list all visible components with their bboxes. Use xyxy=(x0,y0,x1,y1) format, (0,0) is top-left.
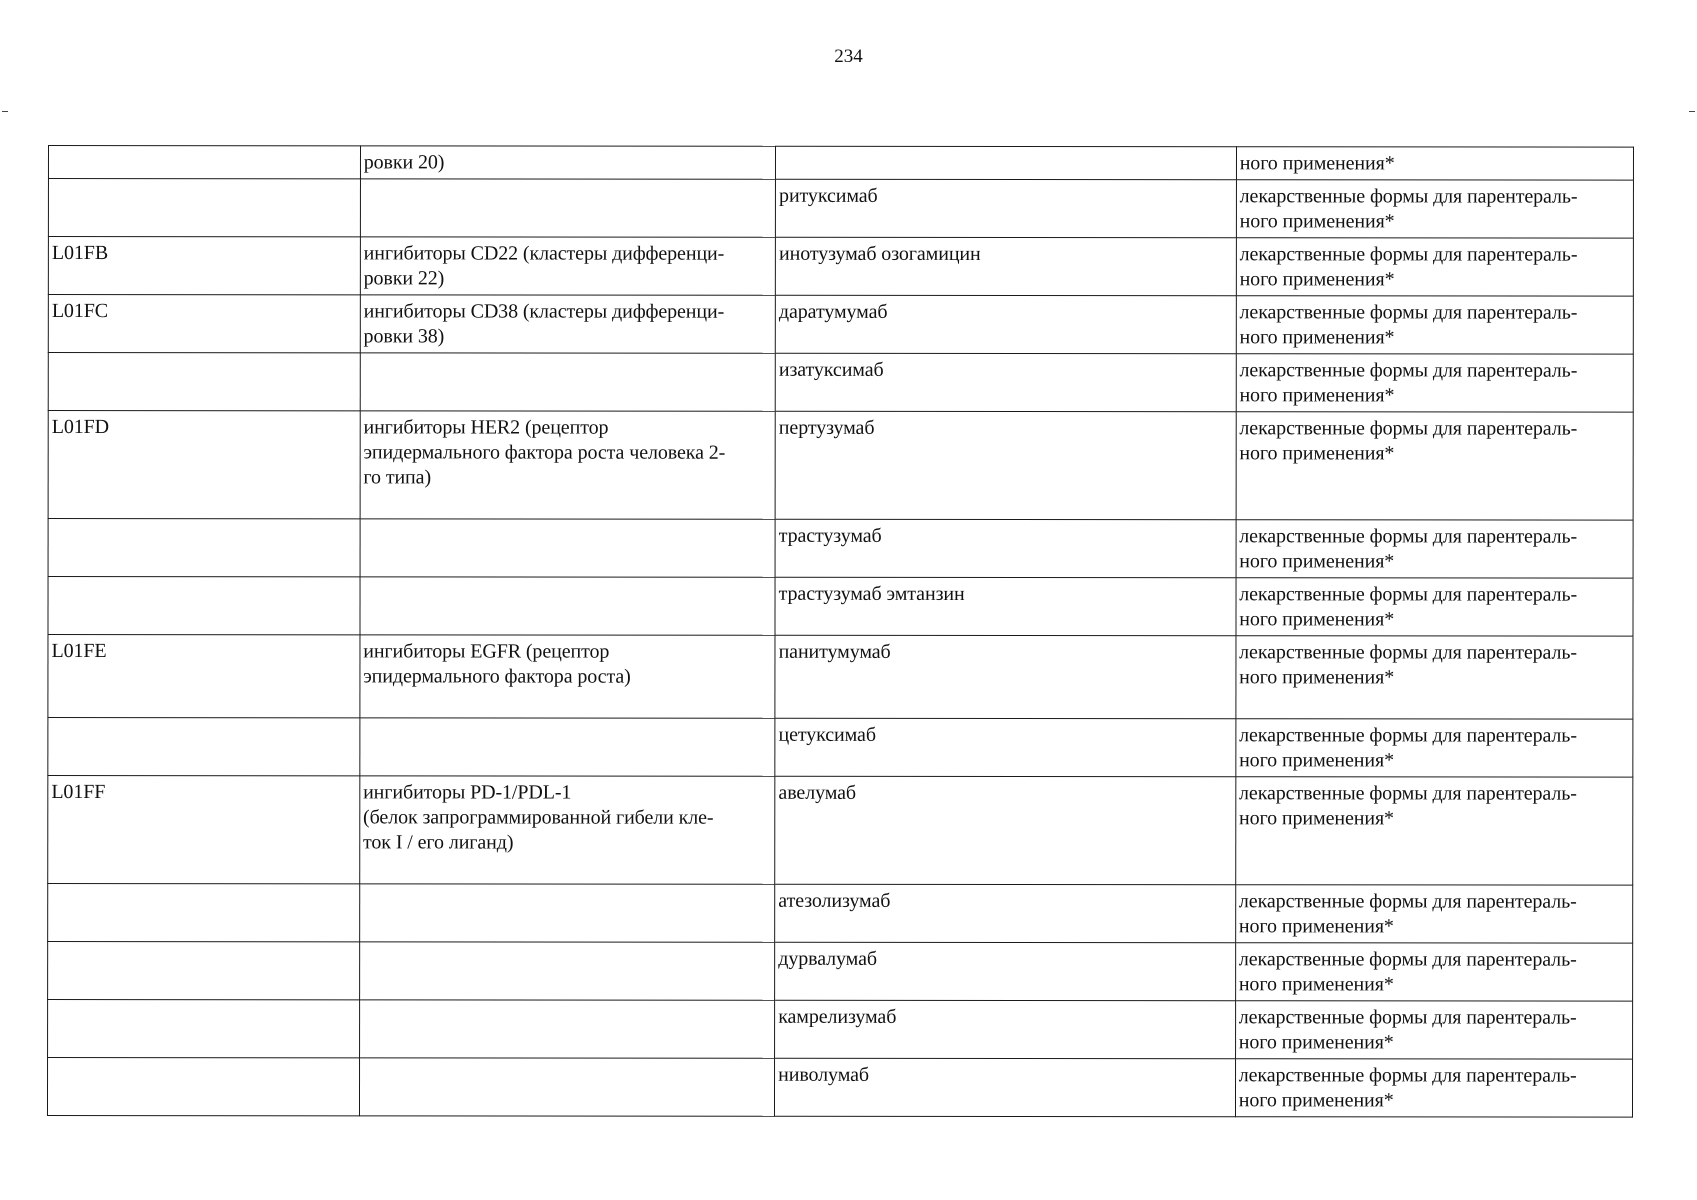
table-row xyxy=(48,884,1633,944)
table-row xyxy=(48,635,1633,720)
table-row xyxy=(48,411,1633,521)
atc-code-cell xyxy=(48,1000,360,1058)
table-row xyxy=(48,519,1633,579)
table-row xyxy=(48,353,1633,413)
drug-name-cell: дурвалумаб xyxy=(775,942,1236,1000)
table-row xyxy=(48,179,1633,239)
pharmacological-group-cell xyxy=(359,1000,774,1058)
atc-code-cell: L01FE xyxy=(48,635,360,718)
drug-table xyxy=(47,145,1634,1118)
pharmacological-group-cell: ровки 20) xyxy=(360,146,775,179)
dosage-form-cell: лекарственные формы для парентераль- ного применения* xyxy=(1236,636,1633,719)
dosage-form-cell: лекарственные формы для парентераль- ного применения* xyxy=(1236,520,1633,578)
dosage-form-cell: лекарственные формы для парентераль- ного применения* xyxy=(1236,180,1633,238)
dosage-form-cell: лекарственные формы для парентераль- ного применения* xyxy=(1236,578,1633,636)
table-row xyxy=(48,237,1633,297)
drug-name-cell: изатуксимаб xyxy=(775,353,1236,411)
atc-code-cell xyxy=(48,884,360,942)
pharmacological-group-cell xyxy=(360,718,775,776)
drug-name-cell: инотузумаб озогамицин xyxy=(775,237,1236,295)
table-row xyxy=(48,942,1633,1002)
atc-code-cell xyxy=(48,353,360,411)
drug-table-body xyxy=(47,146,1633,1118)
drug-name-cell: ритуксимаб xyxy=(776,179,1237,237)
atc-code-cell xyxy=(48,519,360,577)
drug-name-cell: трастузумаб xyxy=(775,519,1236,577)
pharmacological-group-cell xyxy=(359,942,774,1000)
table-row xyxy=(48,776,1633,886)
pharmacological-group-cell xyxy=(360,577,775,635)
pharmacological-group-cell xyxy=(359,1058,774,1116)
pharmacological-group-cell: ингибиторы PD-1/PDL-1 (белок запрограммированной гибели кле- ток I / его лиганд) xyxy=(359,776,774,884)
dosage-form-cell: лекарственные формы для парентераль- ного применения* xyxy=(1236,296,1633,354)
pharmacological-group-cell: ингибиторы HER2 (рецептор эпидермального фактора роста человека 2- го типа) xyxy=(360,411,775,519)
dosage-form-cell: лекарственные формы для парентераль- ного применения* xyxy=(1236,412,1633,520)
atc-code-cell xyxy=(48,577,360,635)
dosage-form-cell: лекарственные формы для парентераль- ного применения* xyxy=(1236,354,1633,412)
scan-edge-mark xyxy=(2,111,8,112)
atc-code-cell xyxy=(48,179,360,237)
pharmacological-group-cell xyxy=(360,519,775,577)
drug-name-cell xyxy=(776,146,1237,179)
scan-edge-mark xyxy=(1689,111,1695,112)
pharmacological-group-cell: ингибиторы CD22 (кластеры дифференци- ровки 22) xyxy=(360,237,775,295)
drug-name-cell: даратумумаб xyxy=(775,295,1236,353)
dosage-form-cell: ного применения* xyxy=(1236,147,1633,180)
drug-name-cell: камрелизумаб xyxy=(775,1000,1236,1058)
pharmacological-group-cell: ингибиторы CD38 (кластеры дифференци- ровки 38) xyxy=(360,295,775,353)
dosage-form-cell: лекарственные формы для парентераль- ного применения* xyxy=(1235,1059,1632,1117)
drug-name-cell: атезолизумаб xyxy=(775,884,1236,942)
dosage-form-cell: лекарственные формы для парентераль- ного применения* xyxy=(1236,719,1633,777)
dosage-form-cell: лекарственные формы для парентераль- ного применения* xyxy=(1235,777,1632,885)
drug-name-cell: трастузумаб эмтанзин xyxy=(775,577,1236,635)
table-row xyxy=(48,577,1633,637)
dosage-form-cell: лекарственные формы для парентераль- ного применения* xyxy=(1235,943,1632,1001)
table-row xyxy=(48,1000,1633,1060)
atc-code-cell xyxy=(48,942,360,1000)
table-row xyxy=(48,295,1633,355)
pharmacological-group-cell xyxy=(360,179,775,237)
drug-name-cell: панитумумаб xyxy=(775,635,1236,718)
table-row xyxy=(47,1058,1632,1118)
atc-code-cell: L01FC xyxy=(48,295,360,353)
dosage-form-cell: лекарственные формы для парентераль- ного применения* xyxy=(1236,238,1633,296)
pharmacological-group-cell: ингибиторы EGFR (рецептор эпидермального фактора роста) xyxy=(360,635,775,718)
atc-code-cell xyxy=(48,718,360,776)
pharmacological-group-cell xyxy=(359,884,774,942)
dosage-form-cell: лекарственные формы для парентераль- ного применения* xyxy=(1235,1001,1632,1059)
table-row xyxy=(48,718,1633,778)
atc-code-cell xyxy=(48,146,360,179)
page-number: 234 xyxy=(834,46,863,67)
drug-name-cell: цетуксимаб xyxy=(775,718,1236,776)
atc-code-cell: L01FD xyxy=(48,411,360,519)
table-row xyxy=(48,146,1633,181)
atc-code-cell xyxy=(47,1058,359,1116)
pharmacological-group-cell xyxy=(360,353,775,411)
drug-name-cell: пертузумаб xyxy=(775,411,1236,519)
atc-code-cell: L01FF xyxy=(48,776,360,884)
drug-name-cell: ниволумаб xyxy=(775,1058,1236,1116)
atc-code-cell: L01FB xyxy=(48,237,360,295)
drug-name-cell: авелумаб xyxy=(775,776,1236,884)
dosage-form-cell: лекарственные формы для парентераль- ного применения* xyxy=(1235,885,1632,943)
